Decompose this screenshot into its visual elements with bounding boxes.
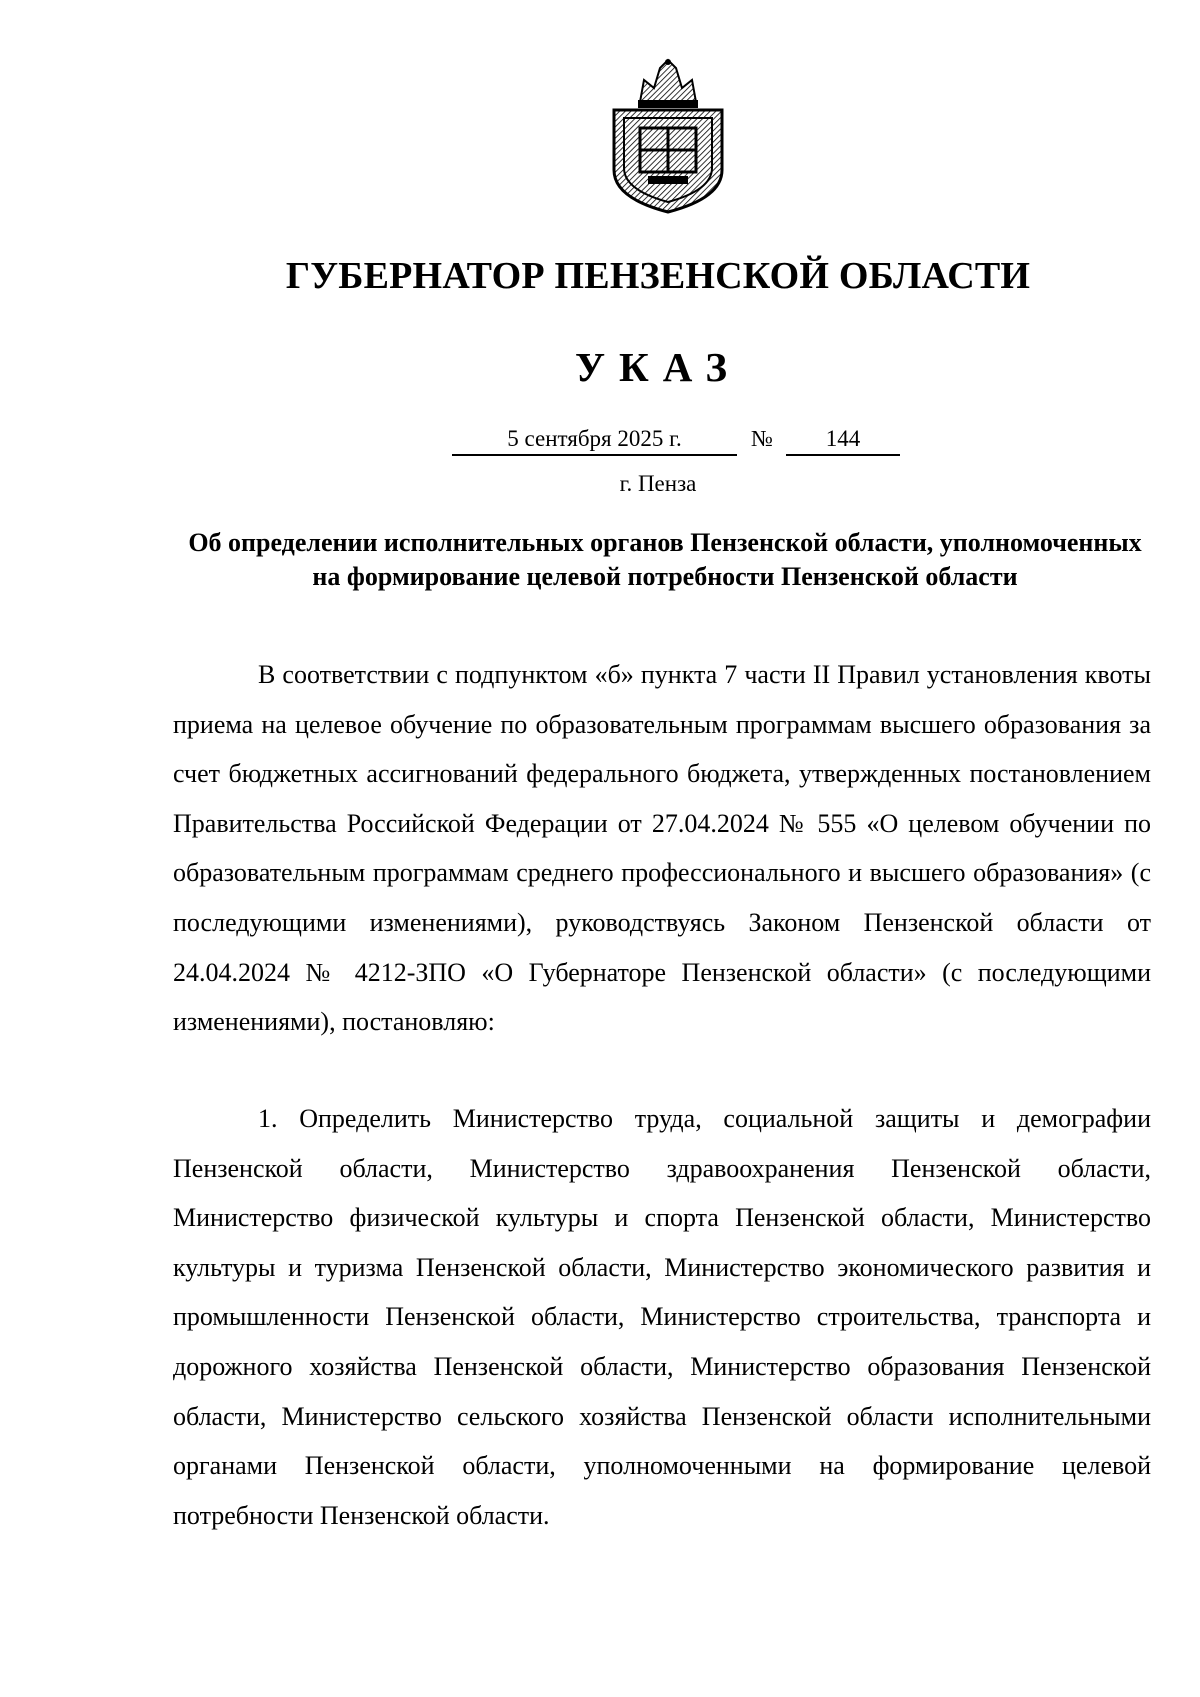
document-title: Об определении исполнительных органов Пензенской области, уполномоченных на формирование целевой потребности Пензенской области — [188, 528, 1142, 591]
number-sign: № — [751, 426, 773, 451]
decree-number: 144 — [786, 426, 900, 456]
decree-date: 5 сентября 2025 г. — [452, 426, 737, 456]
preamble-paragraph: В соответствии с подпунктом «б» пункта 7 части II Правил установления квоты приема на целевое обучение по образовательным программам высшего образования за счет бюджетных ассигнований федерального бюджета, утвержденных постановлением Правительства Российской Федерации от 27.04.2024 № 555 «О целевом обучении по образовательным программам среднего профессионального и высшего образования» (с последующими изменениями), руководствуясь Законом Пензенской области от 24.04.2024 № 4212-ЗПО «О Губернаторе Пензенской области» (с последующими изменениями), постановляю: — [173, 660, 1151, 1037]
place-of-issue: г. Пенза — [619, 471, 697, 496]
clause-1-paragraph: 1. Определить Министерство труда, социальной защиты и демографии Пензенской области, Министерство здравоохранения Пензенской области, Министерство физической культуры и спорта Пензенской области, Министерство культуры и туризма Пензенской области, Министерство экономического развития и промышленности Пензенской области, Министерство строительства, транспорта и дорожного хозяйства Пензенской области, Министерство образования Пензенской области, Министерство сельского хозяйства Пензенской области исполнительными органами Пензенской области, уполномоченными на формирование целевой потребности Пензенской области. — [173, 1104, 1151, 1530]
coat-of-arms-emblem — [610, 58, 726, 214]
issuer-heading: ГУБЕРНАТОР ПЕНЗЕНСКОЙ ОБЛАСТИ — [285, 255, 1031, 297]
document-type-heading: УКАЗ — [574, 344, 742, 390]
